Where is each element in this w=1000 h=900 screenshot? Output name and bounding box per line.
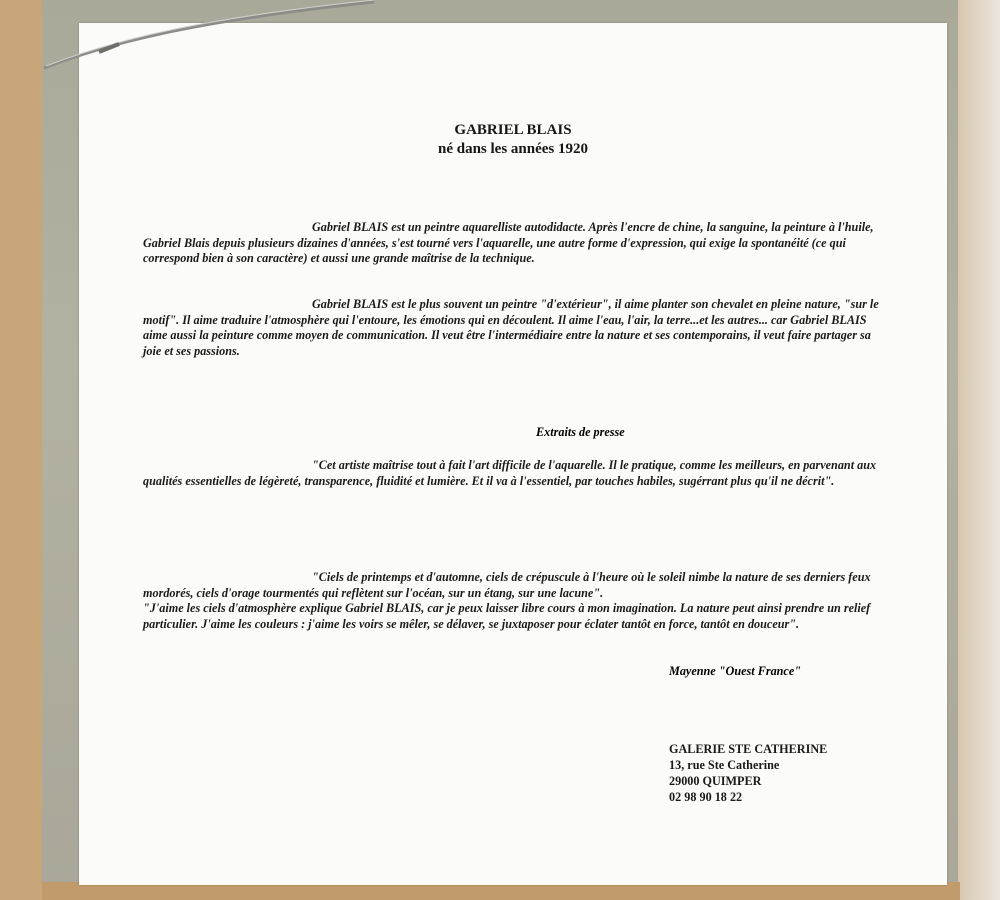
press-heading: Extraits de presse [536,425,625,439]
bio-paragraph-2: Gabriel BLAIS est le plus souvent un peintre "d'extérieur", il aime planter son chevalet en pleine nature, "sur le motif". Il aime traduire l'atmosphère qui l'entoure, les émotions qui en découlent. Il aime l'eau, l'air, la terre...et les autres... car Gabriel BLAIS aime aussi la peinture comme moyen de communication. Il veut être l'intermédiaire entre la nature et ses contemporains, il veut faire partager sa joie et ses passions. [143,297,879,358]
gallery-city: 29000 QUIMPER [669,774,762,788]
hanging-wire [44,0,374,70]
board-edge [958,0,1000,900]
gallery-address [669,741,827,805]
bio-paragraph-1: Gabriel BLAIS est un peintre aquarelliste autodidacte. Après l'encre de chine, la sanguine, la peinture à l'huile, Gabriel Blais depuis plusieurs dizaines d'années, s'est tourné vers l'aquarelle, une autre forme d'expression, qui exige la spontanéité (ce qui correspond bien à son caractère) et aussi une grande maîtrise de la technique. [143,220,874,265]
press-quote-1: "Cet artiste maîtrise tout à fait l'art difficile de l'aquarelle. Il le pratique, comme les meilleurs, en parvenant aux qualités essentielles de légèreté, transparence, fluidité et lumière. Et il va à l'essentiel, par touches habiles, sugérrant plus qu'il ne décrit". [143,458,877,488]
gallery-name: GALERIE STE CATHERINE [669,742,828,756]
gallery-phone: 02 98 90 18 22 [669,790,743,804]
press-quote-3: "J'aime les ciels d'atmosphère explique Gabriel BLAIS, car je peux laisser libre cours à mon imagination. La nature peut ainsi prendre un relief particulier. J'aime les couleurs : j'aime les voirs se mêler, se délaver, se juxtaposer pour éclater tantôt en force, tantôt en douceur". [143,601,871,631]
artist-name: GABRIEL BLAIS [454,122,572,138]
document-sheet [79,23,947,885]
artist-birth: né dans les années 1920 [437,141,589,157]
press-source: Mayenne "Ouest France" [669,664,802,678]
press-quote-2: "Ciels de printemps et d'automne, ciels de crépuscule à l'heure où le soleil nimbe la nature de ses derniers feux mordorés, ciels d'orage tourmentés qui reflètent sur l'océan, sur un étang, sur une lacune". [143,570,871,600]
gallery-street: 13, rue Ste Catherine [669,758,780,772]
